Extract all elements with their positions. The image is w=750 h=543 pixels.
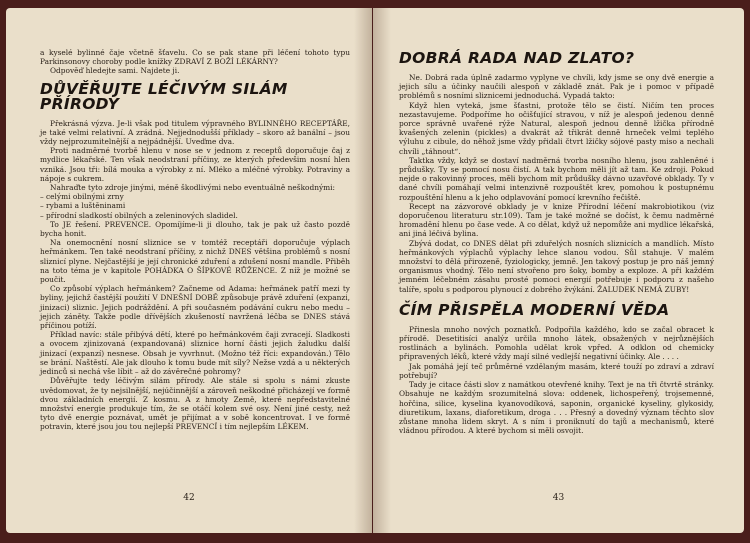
body-paragraph: Tady je citace části slov z namátkou otevřené knihy. Text je na tři čtvrtě stránky. Obsahuje ne každým srozumitelná slova: oddenek, lichospeřený, trojsemenné, hořčina, silice, kyselina kyanovodíková, saponin, organické kyseliny, glykosidy, diuretikum, laxans, diaforetikum, droga . . . Přesný a dovedný význam těchto slov zůstane mnoha lidem skryt. A s ním i proniknutí do tajů a mechanismů, které vládnou přírodou. A které bychom si měli osvojit. bbox=[399, 380, 714, 436]
list-item: – celými obilnými zrny bbox=[40, 192, 124, 202]
page-number: 43 bbox=[552, 493, 565, 503]
chapter-heading: DŮVĚŘUJTE LÉČIVÝM SILÁM PŘÍRODY bbox=[40, 79, 288, 113]
body-paragraph: To JE řešení. PREVENCE. Opomíjíme-li ji dlouho, tak je pak už často pozdě bycha honit. bbox=[40, 219, 350, 239]
body-paragraph: Důvěřujte tedy léčivým silám přírody. Ale stále si spolu s námi zkuste uvědomovat, že ty nejsilnější, nejúčinnější a zároveň neškodné přicházejí ve formě dvou základních energií. Z kosmu. A z hmoty Země, které nepředstavitelné množství energie produkuje tím, že se otáčí kolem své osy. Není jiné cesty, než tyto dvě energie poznávat, umět je přijímat a v sobě koncentrovat. I ve formě potravin, které jsou jou tou nejlepší PREVENCÍ i tím nejlepším LÉKEM. bbox=[40, 376, 350, 432]
page-number: 42 bbox=[183, 493, 195, 503]
body-paragraph: Když hlen vyteká, jsme šťastni, protože tělo se čistí. Ničím ten proces nezastavujeme. Podpoříme ho očišťující stravou, v níž je alespoň jedenou denně porce správně uvařené rýže Natural, alespoň jednou denně lžička přírodně kvašených zelenin (pickles) a dvakrát až třikrát denně hrneček velmi teplého výluhu z cibule, do něhož jsme vždy přidali čtvrt lžičky sójové pasty miso a nechali chvíli „táhnout“. bbox=[399, 100, 714, 156]
body-paragraph: Zbývá dodat, co DNES dělat při zduřelých nosních sliznicích a mandlích. Místo heřmánkových výplachů výplachy lehce slanou vodou. Sůl stahuje. V malém množství to dělá přirozeně, fyziologicky, jemně. Jen takový postup je pro náš jemný organismus vhodný. Tělo není stvořeno pro šoky, bomby a exploze. A při každém jemném léčebném zásahu prosté pomoci energií potřebuje i podporu z našeho talíře, spolu s podporou plynoucí z dobrého žvýkání. ŽALUDEK NEMÁ ZUBY! bbox=[399, 238, 714, 294]
body-paragraph: Co způsobí výplach heřmánkem? Začneme od Adama: heřmánek patří mezi ty byliny, jejichž častější použití V DNEŠNÍ DOBĚ způsobuje právě zduření (expanzi, jinizaci) sliznic. Jejich podráždění. A při současném podávání cukru nebo medu – jejich záněty. Takže podle dřívějších zkušeností navržená léčba se DNES stává příčinou potíží. bbox=[40, 284, 350, 331]
body-paragraph: Recept na zázvorové obklady je v knize Přírodní léčení makrobiotikou (viz doporučenou literaturu str.109). Tam je také možné se dočíst, k čemu nadměrné hromadění hlenu po čase vede. A co dělat, když už nepomůže ani mydlice lékařská, ani jiná léčivá bylina. bbox=[399, 201, 714, 239]
body-paragraph: Na onemocnění nosní sliznice se v tomtéž receptáři doporučuje výplach heřmánkem. Ten také neodstraní příčiny, z nichž DNES většina problémů s nosní sliznicí plyne. Nejčastější je její chronické zduření a zdušení nosní mandle. Přiběh na toto téma je v kapitole POHÁDKA O ŠÍPKOVÉ RŮŽENCE. Z níž je možné se poučit. bbox=[40, 238, 350, 285]
body-paragraph: Jak pomáhá její teč průměrné vzdělaným masám, které touží po zdraví a zdraví potřebují? bbox=[399, 361, 714, 380]
body-paragraph: Proti nadměrné tvorbě hlenu v nose se v jednom z receptů doporučuje čaj z mydlice lékařské. Ten však neodstraní příčiny, ze kterých předevšim nosní hlen vzniká. Jsou tři: bílá mouka a výrobky z ní. Mléko a mléčné výrobky. Potraviny a nápoje s cukrem. bbox=[40, 146, 350, 183]
gutter-shadow bbox=[354, 8, 372, 533]
list-item: – rybami a luštěninami bbox=[40, 201, 126, 211]
section-heading: ČÍM PŘISPĚLA MODERNÍ VĚDA bbox=[399, 300, 670, 319]
body-paragraph: Ne. Dobrá rada úplně zadarmo vyplyne ve chvíli, kdy jsme se ony dvě energie a jejich sílu a účinky naučili alespoň v základě znát. Pak je i pomoc v případě problémů s nosními sliznicemi jednoduchá. Vypadá takto: bbox=[399, 73, 714, 101]
body-paragraph: Příklad navíc: stále přibývá dětí, které po heřmánkovém čaji zvracejí. Sladkosti a ovocem zjinizovaná (expandovaná) sliznice horní části jejich žaludku další jinizací (expanzí) nesnese. Obsah je vyvrhnut. (Možno též říci: expandován.) Tělo se brání. Naštěstí. Ale jak dlouho k tomu bude mít síly? Nežse vzdá a u některých jedinců si nechá vše líbit – až do závěrečné pohromy? bbox=[40, 330, 350, 377]
body-paragraph: Nahraďte tyto zdroje jinými, méně škodlivými nebo eventuálně neškodnými: bbox=[50, 183, 336, 193]
intro-paragraph: a kyselé bylinné čaje včetně šťavelu. Co se pak stane při léčení tohoto typu Parkinsonovy choroby podle knížky ZDRAVÍ Z BOŽÍ LÉKÁRNY? bbox=[40, 48, 350, 67]
gutter-shadow bbox=[373, 8, 391, 533]
body-paragraph: Taktka vždy, když se dostaví nadměrná tvorba nosního hlenu, jsou zahleněné i průdušky. Ty se pomocí nosu čistí. A tak bychom měli jít až tam. Ke zdroji. Pokud nejde o rakovinný proces, měli bychom mít průdušky dávno uzavřové obklady. Ty v dané chvíli pomáhají velmi intenzivně rozpouštět krev, pomohou k postupnému rozpouštění hlenu a k jeho odplavování pomocí krevního řečiště. bbox=[399, 155, 714, 202]
intro-paragraph: Odpověď hledejte sami. Najdete ji. bbox=[50, 66, 180, 76]
left-page bbox=[6, 8, 372, 533]
body-paragraph: Přinesla mnoho nových poznatků. Podpořila každého, kdo se začal obracet k přírodě. Desetitisíci analýz určila mnoho látek, obsažených v nejrůznějších rostlinách a bylinách. Pomohla udělat krok vpřed. A odklon od chemicky připravených léků, které vždy mají silné vedlejší negativní účinky. Ale . . . . bbox=[399, 324, 714, 362]
body-paragraph: Překrásná výzva. Je-li však pod titulem výpravného BYLINNÉHO RECEPTÁŘE, je také velmi relativní. A zrádná. Nejjednodušší příklady – skoro až banální – jsou vždy nejprozumitelnější a nejpádnější. Uveďme dva. bbox=[40, 118, 350, 147]
section-heading: DOBRÁ RADA NAD ZLATO? bbox=[399, 49, 635, 67]
right-page bbox=[373, 8, 744, 533]
list-item: – přírodní sladkostí obilných a zeleninových sladidel. bbox=[40, 210, 238, 220]
